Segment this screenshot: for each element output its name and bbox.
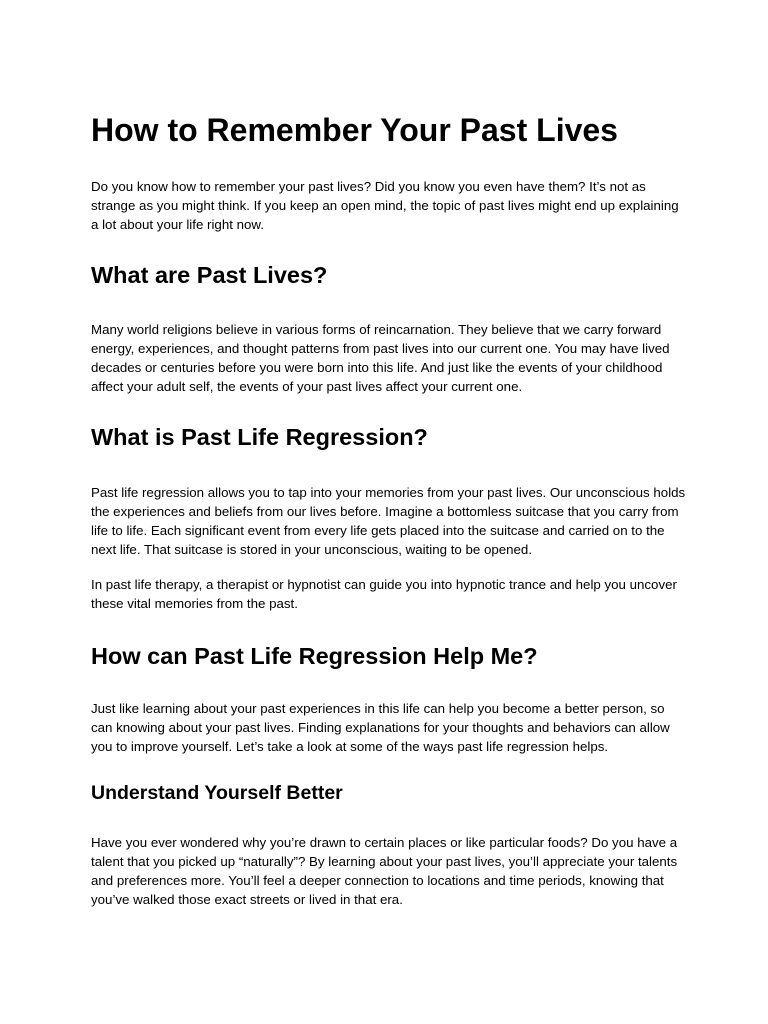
page-title: How to Remember Your Past Lives bbox=[91, 112, 618, 148]
section-heading-how-can-regression-help: How can Past Life Regression Help Me? bbox=[91, 643, 538, 669]
section-heading-what-are-past-lives: What are Past Lives? bbox=[91, 262, 328, 288]
paragraph-past-life-regression-2: In past life therapy, a therapist or hypnotist can guide you into hypnotic trance and help you uncover these vital memories from the past. bbox=[91, 577, 677, 611]
paragraph-what-are-past-lives: Many world religions believe in various forms of reincarnation. They believe that we carry forward energy, experiences, and thought patterns from past lives into our current one. You may have lived decades or centuries before you were born into this life. And just like the events of your childhood affect your adult self, the events of your past lives affect your current one. bbox=[91, 322, 670, 394]
subheading-understand-yourself-better: Understand Yourself Better bbox=[91, 782, 343, 804]
intro-paragraph: Do you know how to remember your past lives? Did you know you even have them? It’s not as strange as you might think. If you keep an open mind, the topic of past lives might end up explaining a lot about your life right now. bbox=[91, 179, 679, 232]
section-heading-what-is-past-life-regression: What is Past Life Regression? bbox=[91, 424, 428, 450]
paragraph-how-can-regression-help: Just like learning about your past experiences in this life can help you become a better person, so can knowing about your past lives. Finding explanations for your thoughts and behaviors can allow you to improve yourself. Let’s take a look at some of the ways past life regression helps. bbox=[91, 701, 670, 754]
paragraph-understand-yourself-better: Have you ever wondered why you’re drawn to certain places or like particular foods? Do you have a talent that you picked up “naturally”? By learning about your past lives, you’ll appreciate your talents and preferences more. You’ll feel a deeper connection to locations and time periods, knowing that you’ve walked those exact streets or lived in that era. bbox=[91, 835, 678, 907]
paragraph-past-life-regression-1: Past life regression allows you to tap into your memories from your past lives. Our unconscious holds the experiences and beliefs from our lives before. Imagine a bottomless suitcase that you carry from life to life. Each significant event from every life gets placed into the suitcase and carried on to the next life. That suitcase is stored in your unconscious, waiting to be opened. bbox=[91, 485, 686, 557]
